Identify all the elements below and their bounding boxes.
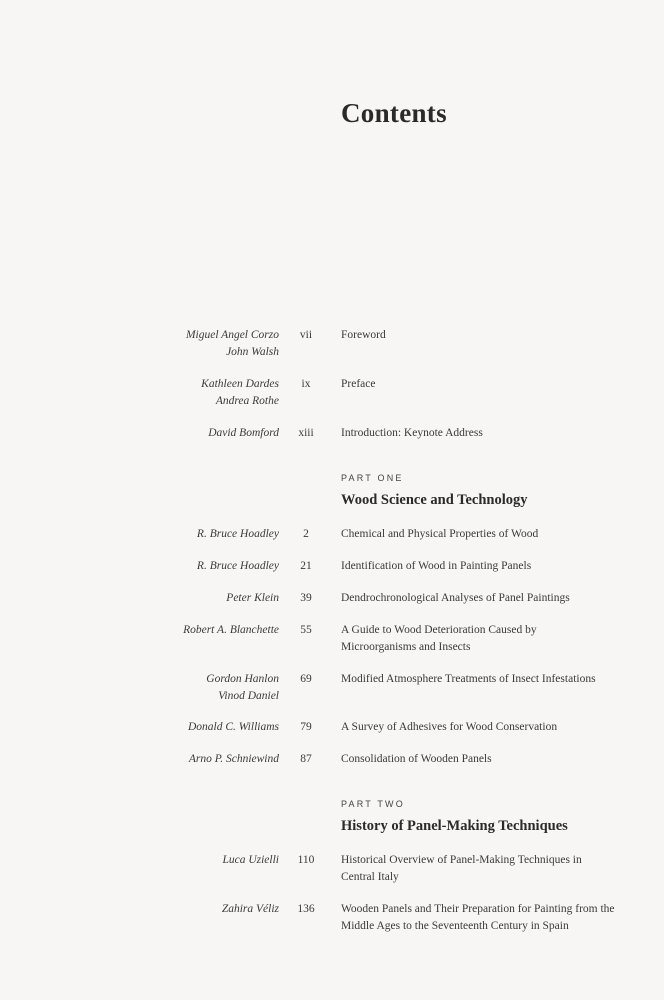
part-label: PART ONE (341, 473, 404, 483)
page-title: Contents (341, 98, 447, 128)
entry-authors (39, 590, 279, 607)
author-name: Vinod Daniel (218, 690, 279, 702)
author-name: Robert A. Blanchette (183, 624, 279, 636)
entry-title: A Survey of Adhesives for Wood Conservation (341, 721, 558, 733)
entry-authors (39, 719, 279, 736)
entry-title: Introduction: Keynote Address (341, 427, 483, 439)
entry-title: Wooden Panels and Their Preparation for Painting from the Middle Ages to the Seventeenth Century in Spain (341, 903, 615, 932)
author-name: Andrea Rothe (215, 395, 279, 407)
entry-title: Chemical and Physical Properties of Wood (341, 528, 539, 540)
entry-page-number: 110 (297, 854, 315, 866)
entry-page-number: 39 (300, 592, 312, 604)
author-name: Donald C. Williams (187, 721, 279, 733)
author-name: Gordon Hanlon (206, 673, 279, 685)
author-name: Luca Uzielli (222, 854, 279, 866)
entry-page-number: 136 (297, 903, 315, 915)
author-name: Miguel Angel Corzo (185, 329, 279, 341)
entry-page-number: 21 (300, 560, 312, 572)
entry-authors (39, 327, 279, 361)
author-name: David Bomford (208, 427, 279, 439)
entry-authors (39, 901, 279, 918)
entry-page-number: 87 (300, 753, 312, 765)
entry-authors (39, 751, 279, 768)
entry-authors (39, 376, 279, 410)
entry-page-number: xiii (298, 427, 314, 439)
entry-title: A Guide to Wood Deterioration Caused by Microorganisms and Insects (341, 624, 537, 653)
author-name: John Walsh (226, 346, 279, 358)
author-name: R. Bruce Hoadley (196, 560, 279, 572)
entry-title: Consolidation of Wooden Panels (341, 753, 492, 765)
entry-page-number: 79 (300, 721, 312, 733)
part-title: Wood Science and Technology (341, 492, 528, 508)
entry-authors (39, 558, 279, 575)
author-name: R. Bruce Hoadley (196, 528, 279, 540)
entry-authors (39, 852, 279, 869)
entry-title: Historical Overview of Panel-Making Techniques in Central Italy (341, 854, 582, 883)
entry-authors (39, 671, 279, 705)
entry-authors (39, 425, 279, 442)
author-name: Arno P. Schniewind (188, 753, 279, 765)
entry-title: Identification of Wood in Painting Panels (341, 560, 532, 572)
part-title: History of Panel-Making Techniques (341, 818, 568, 834)
entry-title: Dendrochronological Analyses of Panel Paintings (341, 592, 570, 604)
entry-title: Modified Atmosphere Treatments of Insect Infestations (341, 673, 596, 685)
entry-title: Foreword (341, 329, 386, 341)
entry-title: Preface (341, 378, 376, 390)
entry-page-number: 69 (300, 673, 312, 685)
author-name: Zahira Véliz (221, 903, 279, 915)
part-label: PART TWO (341, 799, 405, 809)
entry-page-number: 2 (303, 528, 309, 540)
author-name: Peter Klein (226, 592, 279, 604)
entry-page-number: 55 (300, 624, 312, 636)
entry-page-number: vii (299, 329, 313, 341)
author-name: Kathleen Dardes (201, 378, 279, 390)
entry-page-number: ix (301, 378, 311, 390)
entry-authors (39, 622, 279, 639)
entry-authors (39, 526, 279, 543)
